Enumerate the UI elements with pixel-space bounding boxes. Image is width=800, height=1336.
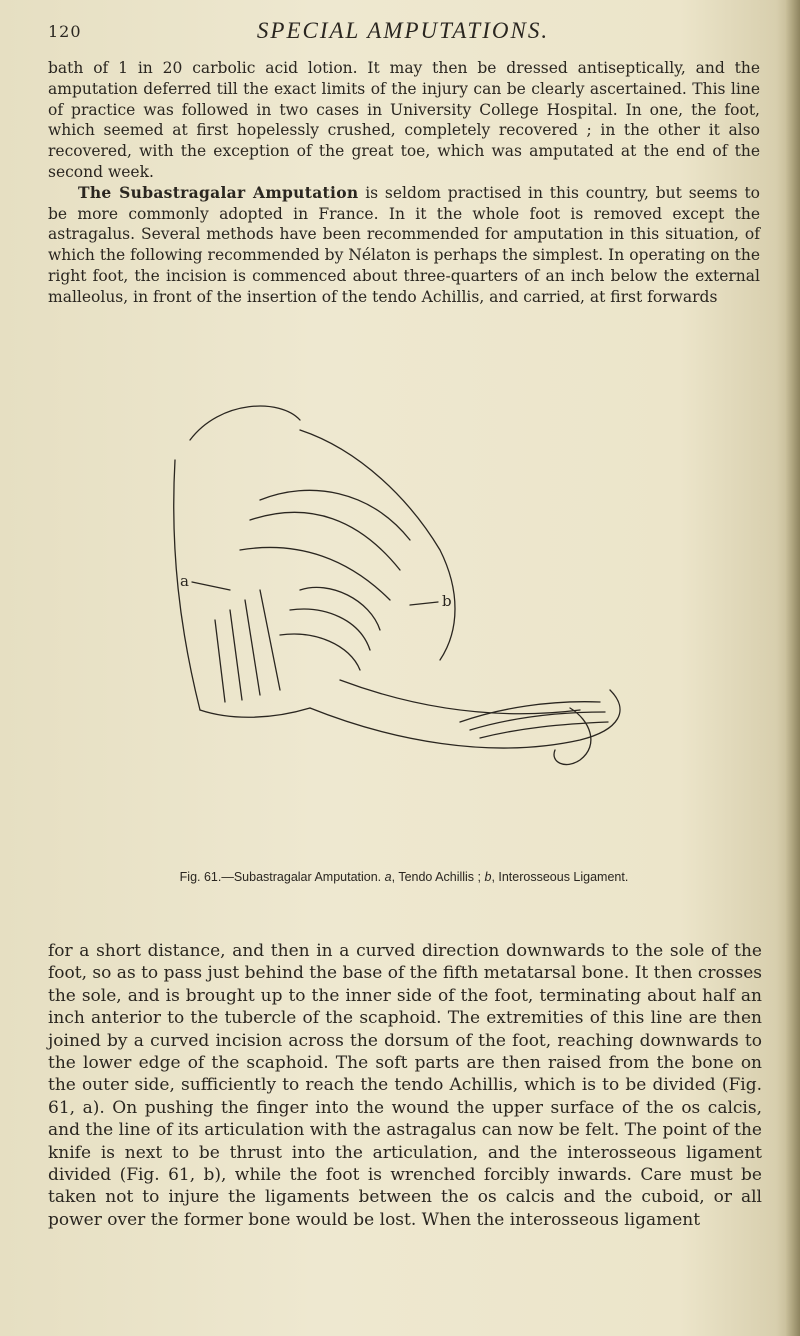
section-heading: The Subastragalar Amputation bbox=[78, 182, 359, 202]
figure-label-a: a bbox=[180, 572, 189, 590]
hatch-v-2 bbox=[245, 600, 260, 695]
page-number: 120 bbox=[48, 22, 82, 41]
caption-text-b: , Interosseous Ligament. bbox=[491, 870, 629, 884]
leg-outline-bottom bbox=[200, 708, 310, 717]
paragraph-1: bath of 1 in 20 carbolic acid lotion. It may then be dressed antiseptically, and the amputation deferred till the exact limits of the injury can be clearly ascertained. This line of practice was followed in two cases in University College Hospital. In one, the foot, which seemed at first hopelessly crushed, completely recovered ; in the other it also recovered, with the exception of the great toe, which was amputated at the end of the second week. bbox=[48, 59, 760, 181]
hatch-v-1 bbox=[260, 590, 280, 690]
tendon-line-1 bbox=[260, 490, 410, 540]
figure-caption bbox=[48, 870, 760, 884]
upper-text bbox=[48, 58, 760, 308]
page-edge bbox=[786, 0, 800, 1336]
leader-a bbox=[192, 582, 230, 590]
bone-line-2 bbox=[290, 609, 370, 650]
caption-figure-number: Fig. 61.—Subastragalar Amputation. bbox=[179, 870, 385, 884]
flap-fold bbox=[340, 680, 580, 714]
figure-61 bbox=[160, 390, 640, 790]
leg-outline-top bbox=[190, 406, 300, 440]
leader-b bbox=[410, 602, 438, 605]
figure-label-b: b bbox=[442, 592, 452, 610]
tendon-line-3 bbox=[240, 547, 390, 600]
lower-text bbox=[48, 940, 762, 1231]
tendon-hook bbox=[554, 708, 591, 765]
foot-illustration bbox=[160, 390, 640, 790]
hatch-v-4 bbox=[215, 620, 225, 702]
flap-outline bbox=[310, 690, 620, 748]
caption-text-a: , Tendo Achillis ; bbox=[391, 870, 485, 884]
caption-letter-a: a bbox=[384, 870, 392, 884]
paragraph-2 bbox=[48, 183, 760, 308]
tendon-line-2 bbox=[250, 512, 400, 570]
caption-letter-b: b bbox=[484, 870, 492, 884]
hatch-v-3 bbox=[230, 610, 242, 700]
bone-line-3 bbox=[280, 634, 360, 670]
running-head: SPECIAL AMPUTATIONS. bbox=[256, 18, 550, 43]
paragraph-3: for a short distance, and then in a curved direction downwards to the sole of the foot, so as to pass just behind the base of the fifth metatarsal bone. It then crosses the sole, and is brought up to the inner side of the foot, terminating about half an inch anterior to the tubercle of the scaphoid. The extremities of this line are then joined by a curved incision across the dorsum of the foot, reaching downwards to the lower edge of the scaphoid. The soft parts are then raised from the bone on the outer side, sufficiently to reach the tendo Achillis, which is to be divided (Fig. 61, a). On pushing the finger into the wound the upper surface of the os calcis, and the line of its articulation with the astragalus can now be felt. The point of the knife is next to be thrust into the articulation, and the interosseous ligament divided (Fig. 61, b), while the foot is wrenched forcibly inwards. Care must be taken not to injure the ligaments between the os calcis and the cuboid, or all power over the former bone would be lost. When the interosseous ligament bbox=[48, 941, 762, 1230]
cut-edge-upper bbox=[300, 430, 455, 660]
paragraph-2-text: is seldom practised in this country, but seems to be more commonly adopted in France. In it the whole foot is removed except the astragalus. Several methods have been recommended for amputation in this situation, of which the following recommended by Nélaton is perhaps the simplest. In operating on the right foot, the incision is commenced about three-quarters of an inch below the external malleolus, in front of the insertion of the tendo Achillis, and carried, at first forwards bbox=[48, 183, 761, 306]
page-header bbox=[48, 18, 758, 50]
